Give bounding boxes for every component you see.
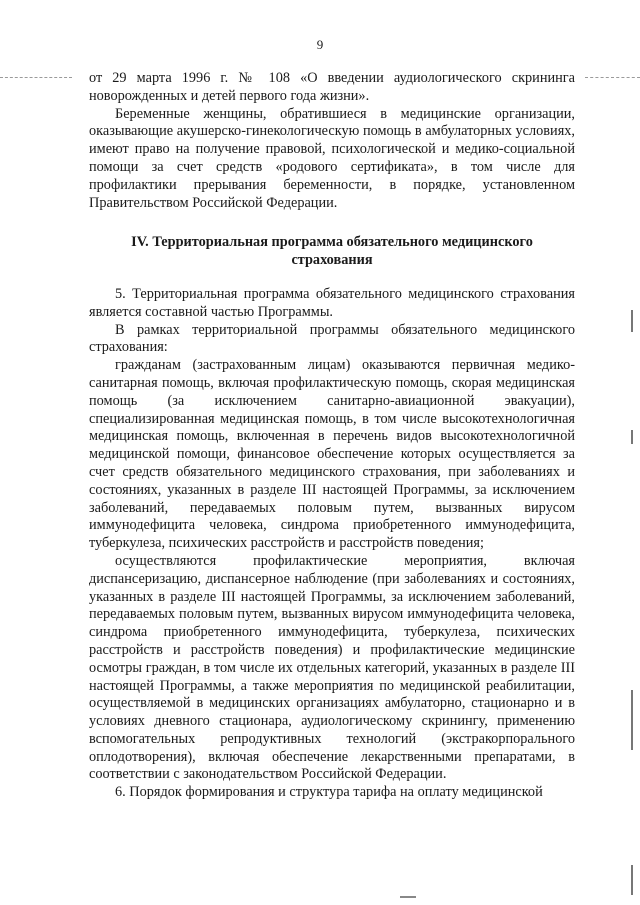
paragraph-continuation: от 29 марта 1996 г. № 108 «О введении аудиологического скрининга новорожденных и детей первого года жизни». [89,70,575,104]
paragraph-preventive-measures: осуществляются профилактические мероприятия, включая диспансеризацию, диспансерное наблюдение (при заболеваниях и состояниях, указанных в разделе III настоящей Программы, за исключением заболеваний, передаваемых половым путем, вызванных вирусом иммунодефицита человека, синдрома приобретенного иммунодефицита, туберкулеза, психических расстройств и расстройств поведения) и профилактические медицинские осмотры граждан, в том числе их отдельных категорий, указанных в разделе III настоящей Программы, а также мероприятия по медицинской реабилитации, осуществляемой в медицинских организациях амбулаторно, стационарно и в условиях дневного стационара, аудиологическому скринингу, применению вспомогательных репродуктивных технологий (экстракорпорального оплодотворения), включая обеспечение лекарственными препаратами, в соответствии с законодательством Российской Федерации. [89,552,575,783]
paragraph-item-5: 5. Территориальная программа обязательного медицинского страхования является составной частью Программы. [89,285,575,320]
section-title: IV. Территориальная программа обязательного медицинского страхования [131,234,533,269]
paragraph-item-6: 6. Порядок формирования и структура тарифа на оплату медицинской [115,784,543,801]
paragraph-within-program: В рамках территориальной программы обязательного медицинского страхования: [89,321,575,356]
scan-margin-mark [631,310,633,332]
scan-artifact-line-right [585,77,640,78]
scan-bottom-mark [400,896,416,898]
scan-margin-mark [631,865,633,895]
scan-artifact-line-left [0,77,72,78]
scan-margin-mark [631,430,633,444]
scan-margin-mark [631,690,633,750]
document-body [89,70,575,802]
page-number: 9 [316,37,324,52]
paragraph-citizens-care: гражданам (застрахованным лицам) оказываются первичная медико-санитарная помощь, включая профилактическую помощь, скорая медицинская помощь (за исключением санитарно-авиационной эвакуации), специализированная медицинская помощь, в том числе высокотехнологичная медицинская помощь, включенная в перечень видов высокотехнологичной медицинской помощи, финансовое обеспечение которых осуществляется за счет средств обязательного медицинского страхования, при заболеваниях и состояниях, указанных в разделе III настоящей Программы, за исключением заболеваний, передаваемых половым путем, вызванных вирусом иммунодефицита человека, синдрома приобретенного иммунодефицита, туберкулеза, психических расстройств и расстройств поведения; [89,357,575,552]
paragraph-pregnant-women: Беременные женщины, обратившиеся в медицинские организации, оказывающие акушерско-гинекологическую помощь в амбулаторных условиях, имеют право на получение правовой, психологической и медико-социальной помощи за счет средств «родового сертификата», в том числе для профилактики прерывания беременности, в порядке, установленном Правительством Российской Федерации. [89,105,575,211]
